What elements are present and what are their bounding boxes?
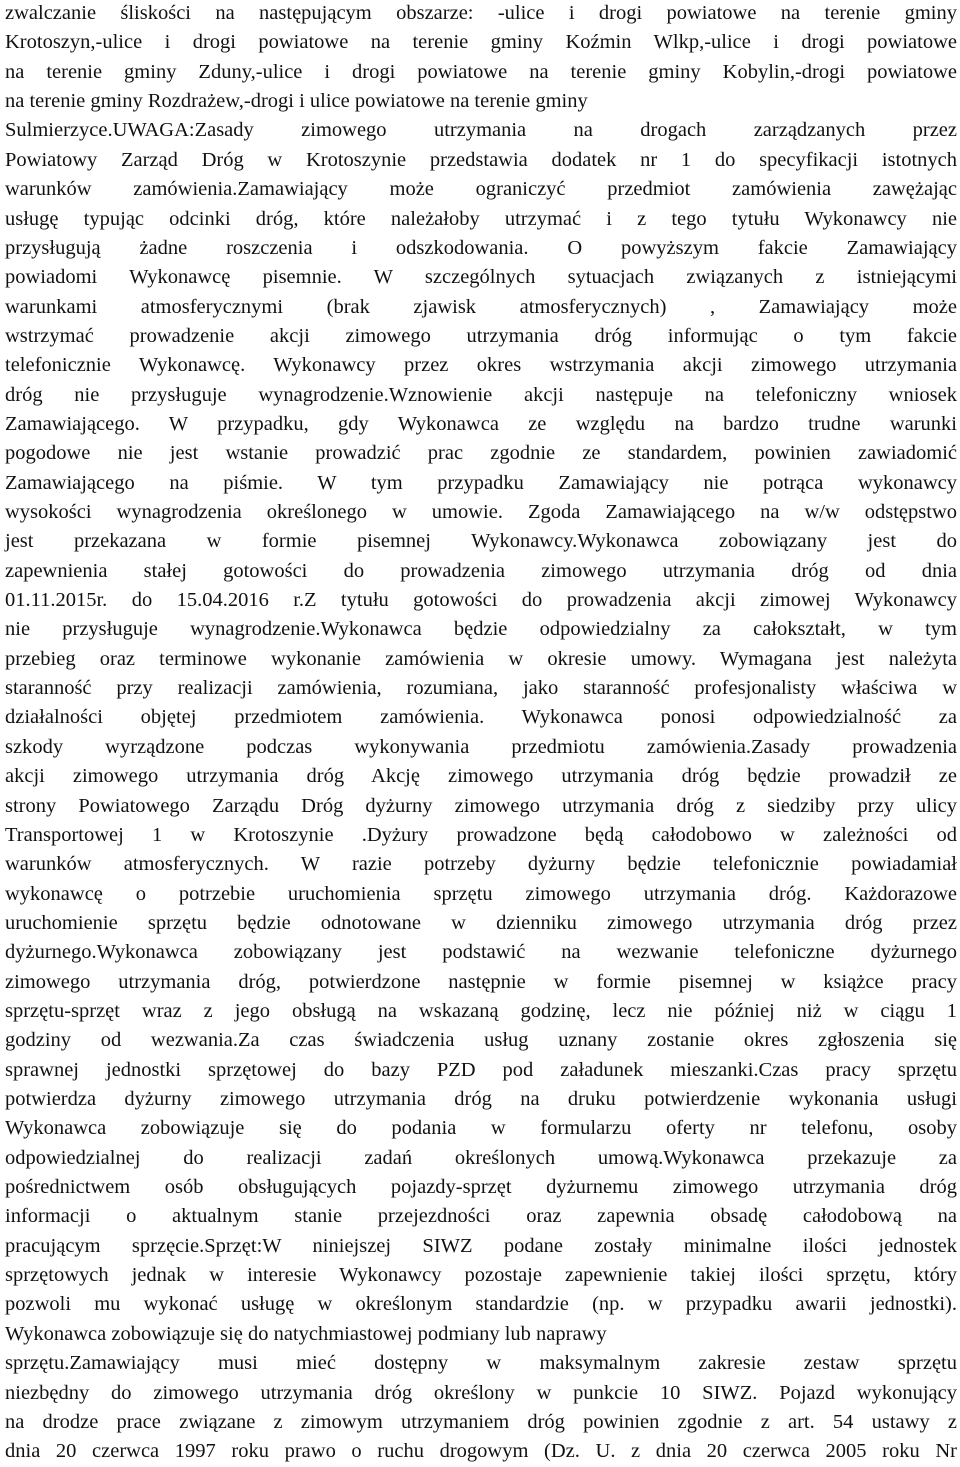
text-line: zwalczanie śliskości na następującym obszarze: -ulice i drogi powiatowe na terenie gminy xyxy=(5,2,957,24)
text-line: pracującym sprzęcie.Sprzęt:W niniejszej SIWZ podane zostały minimalne ilości jednostek xyxy=(5,1234,957,1257)
text-line: Wykonawca zobowiązuje się do natychmiastowej podmiany lub naprawy xyxy=(5,1322,607,1345)
text-line: 01.11.2015r. do 15.04.2016 r.Z tytułu gotowości do prowadzenia akcji zimowej Wykonawcy xyxy=(5,589,957,611)
text-line: warunków atmosferycznych. W razie potrzeby dyżurny będzie telefonicznie powiadamiał xyxy=(5,853,957,876)
text-line: warunków zamówienia.Zamawiający może ograniczyć przedmiot zamówienia zawężając xyxy=(5,178,957,201)
text-line: wstrzymać prowadzenie akcji zimowego utrzymania dróg informując o tym fakcie xyxy=(5,324,957,347)
text-line: Powiatowy Zarząd Dróg w Krotoszynie przedstawia dodatek nr 1 do specyfikacji istotnych xyxy=(5,148,957,171)
text-line: sprzętu-sprzęt wraz z jego obsługą na wskazaną godzinę, lecz nie później niż w ciągu 1 xyxy=(5,999,957,1022)
text-line: strony Powiatowego Zarządu Dróg dyżurny zimowego utrzymania dróg z siedziby przy ulicy xyxy=(5,794,957,817)
text-line: przebieg oraz terminowe wykonanie zamówienia w okresie umowy. Wymagana jest należyta xyxy=(5,647,957,670)
text-line: Wykonawca zobowiązuje się do podania w formularzu oferty nr telefonu, osoby xyxy=(5,1117,957,1140)
text-line: dnia 20 czerwca 1997 roku prawo o ruchu drogowym (Dz. U. z dnia 20 czerwca 2005 roku Nr xyxy=(5,1440,957,1463)
text-line: pozwoli mu wykonać usługę w określonym standardzie (np. w przypadku awarii jednostki). xyxy=(5,1293,957,1316)
text-line: potwierdza dyżurny zimowego utrzymania dróg na druku potwierdzenie wykonania usługi xyxy=(5,1088,957,1110)
text-line: zapewnienia stałej gotowości do prowadzenia zimowego utrzymania dróg od dnia xyxy=(5,559,957,582)
text-line: godziny od wezwania.Za czas świadczenia usług uznany zostanie okres zgłoszenia się xyxy=(5,1029,957,1052)
text-line: jest przekazana w formie pisemnej Wykonawcy.Wykonawca zobowiązany jest do xyxy=(5,530,957,553)
text-line: wykonawcę o potrzebie uruchomienia sprzętu zimowego utrzymania dróg. Każdorazowe xyxy=(5,882,957,905)
text-line: informacji o aktualnym stanie przejezdności oraz zapewnia obsadę całodobową na xyxy=(5,1205,957,1228)
text-line: telefonicznie Wykonawcę. Wykonawcy przez okres wstrzymania akcji zimowego utrzymania xyxy=(5,354,957,377)
text-line: na terenie gminy Rozdrażew,-drogi i ulice powiatowe na terenie gminy xyxy=(5,90,588,113)
text-line: warunkami atmosferycznymi (brak zjawisk atmosferycznych) , Zamawiający może xyxy=(5,295,957,318)
text-line: Krotoszyn,-ulice i drogi powiatowe na terenie gminy Koźmin Wlkp,-ulice i drogi powiatowe xyxy=(5,31,957,54)
text-line: Sulmierzyce.UWAGA:Zasady zimowego utrzymania na drogach zarządzanych przez xyxy=(5,119,957,142)
text-line: sprzętu.Zamawiający musi mieć dostępny w maksymalnym zakresie zestaw sprzętu xyxy=(5,1352,957,1375)
text-line: zimowego utrzymania dróg, potwierdzone następnie w formie pisemnej w książce pracy xyxy=(5,970,957,993)
text-line: przysługują żadne roszczenia i odszkodowania. O powyższym fakcie Zamawiający xyxy=(5,236,957,259)
text-line: na terenie gminy Zduny,-ulice i drogi powiatowe na terenie gminy Kobylin,-drogi powiatowe xyxy=(5,60,957,83)
text-line: wysokości wynagrodzenia określonego w umowie. Zgoda Zamawiającego na w/w odstępstwo xyxy=(5,501,957,523)
text-line: Zamawiającego na piśmie. W tym przypadku Zamawiający nie potrąca wykonawcy xyxy=(5,471,957,494)
text-line: usługę typując odcinki dróg, które należałoby utrzymać i z tego tytułu Wykonawcy nie xyxy=(5,207,957,230)
text-line: pośrednictwem osób obsługujących pojazdy-sprzęt dyżurnemu zimowego utrzymania dróg xyxy=(5,1176,957,1198)
text-line: staranność przy realizacji zamówienia, rozumiana, jako staranność profesjonalisty właściwa w xyxy=(5,677,957,700)
text-line: nie przysługuje wynagrodzenie.Wykonawca będzie odpowiedzialny za całokształt, w tym xyxy=(5,618,957,641)
text-line: szkody wyrządzone podczas wykonywania przedmiotu zamówienia.Zasady prowadzenia xyxy=(5,735,957,758)
text-line: pogodowe nie jest wstanie prowadzić prac zgodnie ze standardem, powinien zawiadomić xyxy=(5,442,957,465)
text-line: Transportowej 1 w Krotoszynie .Dyżury prowadzone będą całodobowo w zależności od xyxy=(5,823,957,846)
text-line: odpowiedzialnej do realizacji zadań określonych umową.Wykonawca przekazuje za xyxy=(5,1146,957,1169)
text-line: sprawnej jednostki sprzętowej do bazy PZD pod załadunek mieszanki.Czas pracy sprzętu xyxy=(5,1058,957,1081)
text-line: Zamawiającego. W przypadku, gdy Wykonawca ze względu na bardzo trudne warunki xyxy=(5,412,957,435)
text-line: sprzętowych jednak w interesie Wykonawcy pozostaje zapewnienie takiej ilości sprzętu, który xyxy=(5,1264,957,1286)
text-line: na drodze prace związane z zimowym utrzymaniem dróg powinien zgodnie z art. 54 ustawy z xyxy=(5,1410,957,1433)
text-line: działalności objętej przedmiotem zamówienia. Wykonawca ponosi odpowiedzialność za xyxy=(5,706,957,729)
text-line: dróg nie przysługuje wynagrodzenie.Wznowienie akcji następuje na telefoniczny wniosek xyxy=(5,383,957,406)
text-line: akcji zimowego utrzymania dróg Akcję zimowego utrzymania dróg będzie prowadził ze xyxy=(5,765,957,788)
text-line: powiadomi Wykonawcę pisemnie. W szczególnych sytuacjach związanych z istniejącymi xyxy=(5,266,957,289)
text-line: uruchomienie sprzętu będzie odnotowane w dzienniku zimowego utrzymania dróg przez xyxy=(5,911,957,934)
text-line: dyżurnego.Wykonawca zobowiązany jest podstawić na wezwanie telefoniczne dyżurnego xyxy=(5,941,957,964)
text-line: niezbędny do zimowego utrzymania dróg określony w punkcie 10 SIWZ. Pojazd wykonujący xyxy=(5,1381,957,1404)
